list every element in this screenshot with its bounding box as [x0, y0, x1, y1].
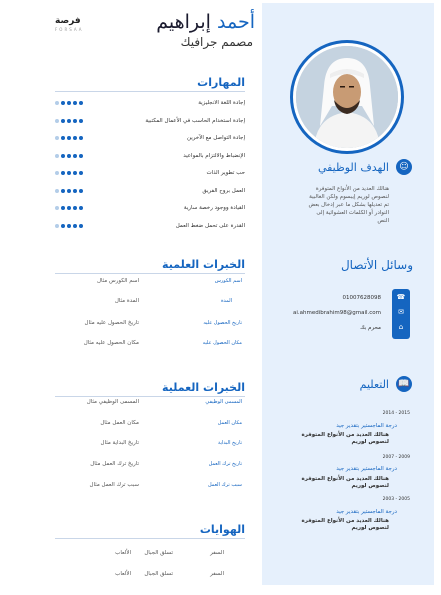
- brand-logo-sub: FORSAA: [55, 27, 84, 32]
- objective-title: الهدف الوظيفي: [317, 161, 389, 174]
- skill-label: إجادة اللغة الانجليزية: [198, 100, 245, 106]
- experience-divider: [55, 396, 245, 397]
- skill-dot: [67, 101, 71, 105]
- edu-degree-3: درجة الماجستير بتقدير جيد: [336, 509, 397, 515]
- contact-address: محرم بك: [360, 325, 381, 331]
- skill-dot: [55, 136, 59, 140]
- skill-dot: [67, 189, 71, 193]
- edu-desc-3b: لنصوص لوريم: [351, 525, 389, 531]
- skill-level-dots: [55, 101, 83, 105]
- skill-dot: [73, 101, 77, 105]
- hobby-1-2: تسلق الجبال: [144, 550, 173, 556]
- contact-email[interactable]: ai.ahmedibrahim98@gmail.com: [292, 310, 381, 316]
- skills-title: المهارات: [197, 76, 245, 89]
- skill-dot: [73, 119, 77, 123]
- skill-dot: [79, 206, 83, 210]
- academic-label-3: تاريخ الحصول عليه: [203, 320, 242, 326]
- skill-label: إجادة التواصل مع الآخرين: [187, 135, 245, 141]
- skill-row: [55, 99, 245, 109]
- skill-row: [55, 187, 245, 197]
- skill-dot: [73, 189, 77, 193]
- objective-text-line-4: النوادر أو الكلمات العشوائية إلى: [316, 210, 389, 216]
- skill-dot: [61, 101, 65, 105]
- profile-photo: [296, 46, 398, 148]
- skill-dot: [79, 224, 83, 228]
- user-icon: ☺: [396, 159, 412, 175]
- first-name: أحمد: [217, 11, 255, 33]
- experience-value-4: تاريخ ترك العمل مثال: [90, 461, 139, 467]
- skill-dot: [61, 224, 65, 228]
- skill-level-dots: [55, 206, 83, 210]
- skill-dot: [61, 189, 65, 193]
- skill-dot: [55, 119, 59, 123]
- experience-value-1: المسمى الوظيفي مثال: [86, 399, 139, 405]
- skill-dot: [79, 189, 83, 193]
- skill-dot: [67, 136, 71, 140]
- academic-title: الخبرات العلمية: [162, 258, 245, 271]
- experience-label-3: تاريخ البداية: [217, 440, 242, 446]
- skill-row: [55, 169, 245, 179]
- experience-label-5: سبب ترك العمل: [207, 482, 242, 488]
- experience-value-3: تاريخ البداية مثال: [100, 440, 139, 446]
- person-name: [156, 10, 255, 34]
- skill-dot: [73, 224, 77, 228]
- skill-dot: [73, 206, 77, 210]
- book-icon: 📖: [396, 376, 412, 392]
- home-icon: ⌂: [398, 323, 404, 331]
- skill-dot: [55, 154, 59, 158]
- experience-value-5: سبب ترك العمل مثال: [89, 482, 139, 488]
- skill-level-dots: [55, 119, 83, 123]
- edu-desc-3a: هنالك العديد من الأنواع المتوفرة: [301, 518, 389, 524]
- skill-dot: [79, 154, 83, 158]
- skill-dot: [67, 171, 71, 175]
- skill-row: [55, 222, 245, 232]
- objective-text-line-1: هنالك العديد من الأنواع المتوفرة: [315, 186, 389, 192]
- phone-icon: ☎: [396, 293, 406, 301]
- experience-value-2: مكان العمل مثال: [100, 420, 139, 426]
- experience-title: الخبرات العملية: [162, 381, 245, 394]
- brand-logo: فرصة: [55, 16, 81, 26]
- skill-dot: [61, 119, 65, 123]
- skill-level-dots: [55, 224, 83, 228]
- hobby-2-1: السفر: [210, 571, 224, 577]
- skills-divider: [55, 91, 245, 92]
- skill-label: إجادة استخدام الحاسب في الأعمال المكتبية: [145, 117, 245, 124]
- skill-dot: [55, 224, 59, 228]
- hobbies-title: الهوايات: [199, 523, 245, 536]
- skill-row: [55, 134, 245, 144]
- edu-years-3: 2003 - 2005: [382, 497, 410, 502]
- skill-dot: [55, 171, 59, 175]
- academic-label-4: مكان الحصول عليه: [202, 340, 242, 346]
- academic-value-3: تاريخ الحصول عليه مثال: [84, 320, 139, 326]
- objective-text-line-5: النص: [377, 218, 389, 224]
- edu-years-2: 2007 - 2009: [382, 455, 410, 460]
- skill-label: القيادة ووجود رخصة سارية: [183, 205, 245, 211]
- skill-dot: [67, 154, 71, 158]
- skill-level-dots: [55, 154, 83, 158]
- skill-dot: [67, 119, 71, 123]
- experience-label-4: تاريخ ترك العمل: [208, 461, 242, 467]
- skill-dot: [73, 154, 77, 158]
- contact-phone[interactable]: 01007628098: [342, 295, 381, 301]
- skill-dot: [79, 136, 83, 140]
- skill-label: القدرة على تحمل ضغط العمل: [175, 222, 245, 229]
- academic-label-1: اسم الكورس: [214, 278, 242, 284]
- skill-dot: [73, 136, 77, 140]
- contact-title: وسائل الأتصال: [340, 258, 413, 272]
- academic-label-2: المدة: [220, 298, 232, 304]
- objective-text-line-3: تم تعديلها بشكل ما عبر إدخال بعض: [308, 202, 389, 208]
- skill-dot: [73, 171, 77, 175]
- academic-divider: [55, 273, 245, 274]
- experience-label-1: المسمى الوظيفي: [205, 399, 242, 405]
- skill-dot: [79, 119, 83, 123]
- skill-label: حب تطوير الذات: [206, 170, 245, 176]
- academic-value-2: المدة مثال: [114, 298, 139, 304]
- academic-value-1: اسم الكورس مثال: [96, 278, 139, 284]
- hobby-2-2: تسلق الجبال: [144, 571, 173, 577]
- edu-desc-2b: لنصوص لوريم: [351, 483, 389, 489]
- experience-label-2: مكان العمل: [217, 420, 242, 426]
- skill-level-dots: [55, 189, 83, 193]
- education-title: التعليم: [359, 378, 389, 391]
- email-icon: ✉: [398, 308, 404, 316]
- hobby-1-3: الألعاب: [115, 550, 131, 556]
- hobby-2-3: الألعاب: [115, 571, 131, 577]
- edu-degree-2: درجة الماجستير بتقدير جيد: [336, 466, 397, 472]
- last-name: إبراهيم: [156, 11, 211, 33]
- skill-dot: [61, 136, 65, 140]
- skill-dot: [55, 101, 59, 105]
- edu-desc-1a: هنالك العديد من الأنواع المتوفرة: [301, 432, 389, 438]
- edu-degree-1: درجة الماجستير بتقدير جيد: [336, 423, 397, 429]
- hobby-1-1: السفر: [210, 550, 224, 556]
- skill-level-dots: [55, 136, 83, 140]
- edu-desc-1b: لنصوص لوريم: [351, 439, 389, 445]
- skill-dot: [61, 154, 65, 158]
- skill-dot: [79, 101, 83, 105]
- skill-dot: [61, 171, 65, 175]
- hobbies-divider: [55, 538, 245, 539]
- skill-label: الإنضباط والالتزام بالمواعيد: [183, 152, 245, 159]
- academic-value-4: مكان الحصول عليه مثال: [83, 340, 139, 346]
- skill-label: العمل بروح الفريق: [202, 187, 245, 194]
- edu-desc-2a: هنالك العديد من الأنواع المتوفرة: [301, 476, 389, 482]
- skill-dot: [55, 206, 59, 210]
- job-title: مصمم جرافيك: [180, 35, 253, 49]
- skill-row: [55, 152, 245, 162]
- skill-row: [55, 204, 245, 214]
- objective-text-line-2: لنصوص لوريم إيبسوم ولكن الغالبية: [309, 194, 389, 200]
- skill-level-dots: [55, 171, 83, 175]
- skill-dot: [67, 206, 71, 210]
- skill-dot: [55, 189, 59, 193]
- skill-dot: [67, 224, 71, 228]
- edu-years-1: 2014 - 2015: [382, 411, 410, 416]
- skill-dot: [61, 206, 65, 210]
- skill-dot: [79, 171, 83, 175]
- skill-row: [55, 117, 245, 127]
